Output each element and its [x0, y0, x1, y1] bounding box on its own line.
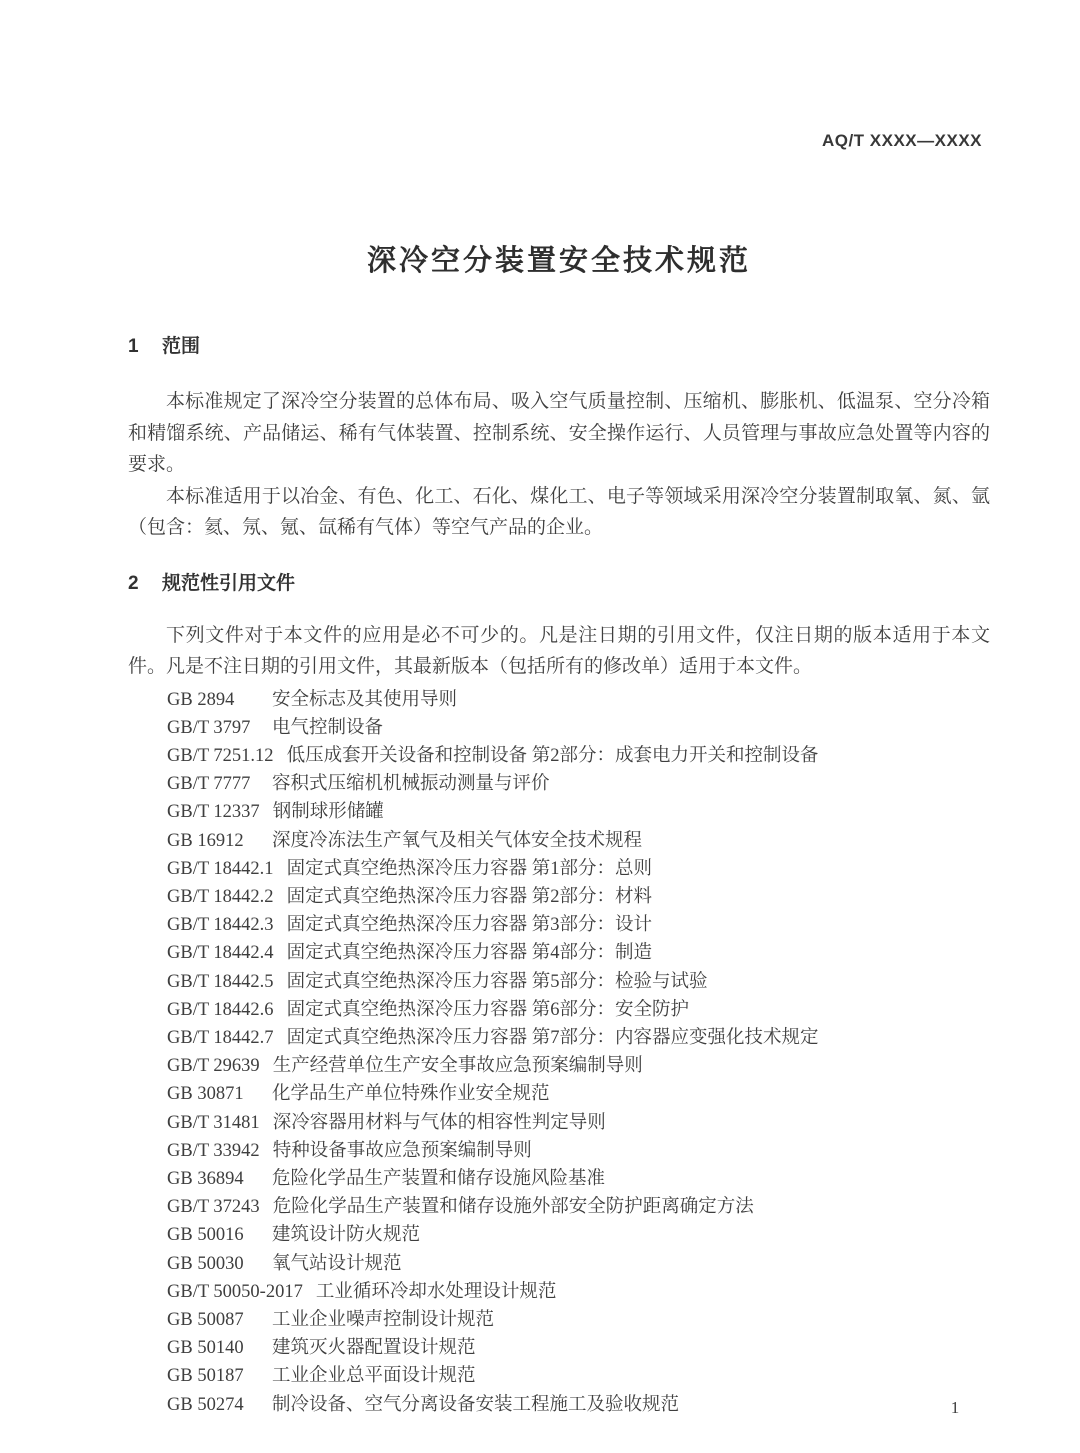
reference-standard-code: GB/T 18442.3 [167, 915, 274, 936]
reference-standard-title: 工业企业总平面设计规范 [272, 1366, 476, 1387]
reference-item [167, 1080, 990, 1108]
reference-item [167, 1334, 990, 1362]
reference-standard-code: GB/T 7251.12 [167, 745, 274, 766]
section-1-title: 范围 [162, 336, 201, 357]
reference-standard-title: 固定式真空绝热深冷压力容器 第4部分：制造 [286, 943, 652, 964]
reference-item [167, 968, 990, 996]
section-1-number: 1 [128, 336, 139, 357]
reference-standard-code: GB 50274 [167, 1394, 244, 1415]
reference-standard-code: GB/T 50050-2017 [167, 1281, 303, 1302]
reference-standard-title: 固定式真空绝热深冷压力容器 第1部分：总则 [286, 858, 652, 879]
reference-standard-title: 固定式真空绝热深冷压力容器 第7部分：内容器应变强化技术规定 [286, 1027, 819, 1048]
reference-item [167, 1306, 990, 1334]
document-title: 深冷空分装置安全技术规范 [366, 245, 751, 277]
reference-standard-code: GB 50087 [167, 1309, 244, 1330]
reference-standard-title: 固定式真空绝热深冷压力容器 第2部分：材料 [286, 886, 652, 907]
reference-standard-title: 生产经营单位生产安全事故应急预案编制导则 [272, 1056, 643, 1077]
reference-item [167, 1052, 990, 1080]
reference-standard-code: GB 50187 [167, 1366, 244, 1387]
section-2-heading [128, 568, 990, 595]
reference-standard-title: 固定式真空绝热深冷压力容器 第3部分：设计 [286, 915, 652, 936]
reference-standard-code: GB/T 18442.6 [167, 999, 274, 1020]
reference-item [167, 996, 990, 1024]
reference-standard-code: GB/T 18442.7 [167, 1027, 274, 1048]
reference-standard-title: 制冷设备、空气分离设备安装工程施工及验收规范 [272, 1394, 680, 1415]
reference-standard-code: GB/T 18442.4 [167, 943, 274, 964]
section-2-number: 2 [128, 572, 139, 594]
reference-standard-title: 电气控制设备 [272, 717, 384, 738]
reference-item [167, 827, 990, 855]
reference-item [167, 1221, 990, 1249]
section-1-text [128, 386, 990, 544]
reference-standard-title: 安全标志及其使用导则 [272, 689, 458, 710]
reference-item [167, 855, 990, 883]
reference-standard-code: GB/T 12337 [167, 802, 260, 823]
reference-item [167, 883, 990, 911]
reference-standard-code: GB/T 7777 [167, 774, 251, 795]
reference-standard-code: GB 2894 [167, 689, 235, 710]
reference-standard-code: GB 16912 [167, 830, 244, 851]
reference-standard-code: GB/T 29639 [167, 1056, 260, 1077]
reference-item [167, 1391, 990, 1419]
reference-standard-code: GB/T 33942 [167, 1140, 260, 1161]
document-body [128, 0, 990, 1419]
reference-standard-title: 氧气站设计规范 [272, 1253, 402, 1274]
reference-standard-title: 危险化学品生产装置和储存设施外部安全防护距离确定方法 [272, 1197, 754, 1218]
reference-item [167, 742, 990, 770]
section-2-title: 规范性引用文件 [162, 572, 296, 594]
reference-standard-title: 化学品生产单位特殊作业安全规范 [272, 1084, 550, 1105]
reference-standard-code: GB 30871 [167, 1084, 244, 1105]
reference-item [167, 1193, 990, 1221]
section-2-text [128, 620, 990, 683]
reference-item [167, 1137, 990, 1165]
paragraph-scope-1: 本标准规定了深冷空分装置的总体布局、吸入空气质量控制、压缩机、膨胀机、低温泵、空分冷箱和精馏系统、产品储运、稀有气体装置、控制系统、安全操作运行、人员管理与事故应急处置等内容的要求。 [128, 391, 990, 475]
reference-standard-title: 深冷容器用材料与气体的相容性判定导则 [272, 1112, 606, 1133]
reference-standard-title: 工业企业噪声控制设计规范 [272, 1309, 495, 1330]
reference-item [167, 1362, 990, 1390]
reference-item [167, 686, 990, 714]
reference-standard-title: 深度冷冻法生产氧气及相关气体安全技术规程 [272, 830, 643, 851]
standard-code-header: AQ/T XXXX—XXXX [821, 131, 982, 150]
paragraph-references-intro: 下列文件对于本文件的应用是必不可少的。凡是注日期的引用文件，仅注日期的版本适用于本文件。凡是不注日期的引用文件，其最新版本（包括所有的修改单）适用于本文件。 [128, 624, 990, 677]
reference-standard-code: GB/T 37243 [167, 1197, 260, 1218]
reference-standard-code: GB 50030 [167, 1253, 244, 1274]
reference-standard-title: 建筑灭火器配置设计规范 [272, 1338, 476, 1359]
reference-standard-code: GB 50016 [167, 1225, 244, 1246]
reference-item [167, 1165, 990, 1193]
reference-standard-code: GB 50140 [167, 1338, 244, 1359]
reference-item [167, 1024, 990, 1052]
reference-item [167, 714, 990, 742]
reference-list [167, 686, 990, 1419]
reference-standard-code: GB/T 3797 [167, 717, 251, 738]
reference-standard-code: GB/T 18442.2 [167, 886, 274, 907]
reference-item [167, 1250, 990, 1278]
reference-standard-title: 特种设备事故应急预案编制导则 [272, 1140, 532, 1161]
reference-standard-code: GB/T 18442.5 [167, 971, 274, 992]
section-1-heading [128, 331, 990, 358]
reference-standard-code: GB/T 18442.1 [167, 858, 274, 879]
reference-standard-title: 固定式真空绝热深冷压力容器 第5部分：检验与试验 [286, 971, 708, 992]
reference-standard-title: 容积式压缩机机械振动测量与评价 [272, 774, 550, 795]
reference-item [167, 1278, 990, 1306]
reference-standard-title: 危险化学品生产装置和储存设施风险基准 [272, 1168, 606, 1189]
page-number: 1 [950, 1398, 960, 1417]
reference-item [167, 770, 990, 798]
reference-standard-title: 钢制球形储罐 [272, 802, 384, 823]
reference-item [167, 798, 990, 826]
reference-item [167, 911, 990, 939]
reference-standard-title: 建筑设计防火规范 [272, 1225, 421, 1246]
reference-standard-title: 工业循环冷却水处理设计规范 [315, 1281, 557, 1302]
reference-standard-title: 固定式真空绝热深冷压力容器 第6部分：安全防护 [286, 999, 689, 1020]
paragraph-scope-2: 本标准适用于以冶金、有色、化工、石化、煤化工、电子等领域采用深冷空分装置制取氧、氮、氩（包含：氦、氖、氪、氙稀有气体）等空气产品的企业。 [128, 485, 990, 538]
reference-standard-code: GB 36894 [167, 1168, 244, 1189]
reference-item [167, 1109, 990, 1137]
reference-item [167, 939, 990, 967]
reference-standard-title: 低压成套开关设备和控制设备 第2部分：成套电力开关和控制设备 [286, 745, 819, 766]
reference-standard-code: GB/T 31481 [167, 1112, 260, 1133]
